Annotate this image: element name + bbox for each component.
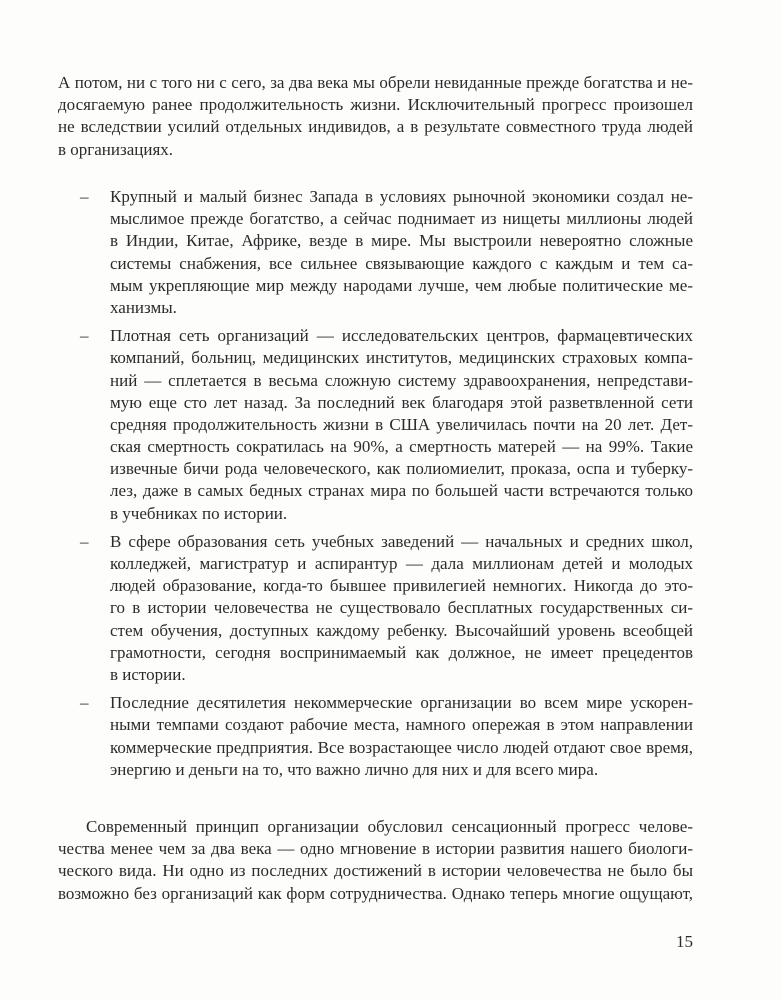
text-line: го в истории человечества не существовало бесплатных государственных си- (110, 598, 693, 618)
text-line: ний — сплетается в весьма сложную систему здравоохранения, непредстави- (110, 370, 693, 390)
bullet-dash-icon: – (80, 531, 89, 551)
text-line: лез, даже в самых бедных странах мира по большей части встречаются только (110, 481, 693, 501)
paragraph-intro (58, 72, 693, 161)
text-line: Крупный и малый бизнес Запада в условиях рыночной экономики создал не- (110, 187, 693, 206)
text-line: досягаемую ранее продолжительность жизни. Исключительный прогресс произошел (58, 95, 693, 115)
text-line: средняя продолжительность жизни в США увеличилась почти на 20 лет. Дет- (110, 414, 693, 434)
bullet-dash-icon: – (80, 326, 89, 346)
text-line: не вследствии усилий отдельных индивидов, а в результате совместного труда людей (58, 117, 693, 137)
text-line: Современный принцип организации обусловил сенсационный прогресс челове- (86, 817, 693, 836)
bullet-dash-icon: – (80, 187, 89, 206)
bullet-list (58, 186, 693, 787)
bullet-dash-icon: – (80, 693, 89, 713)
text-line: колледжей, магистратур и аспирантур — дала миллионам детей и молодых (110, 554, 693, 573)
list-item (58, 692, 693, 781)
text-line: мыслимое прежде богатство, а сейчас поднимает из нищеты миллионы людей (110, 209, 693, 229)
text-line: стем обучения, доступных каждому ребенку. Высочайший уровень всеобщей (110, 620, 693, 640)
text-line: ская смертность сократилась на 90%, а смертность матерей — на 99%. Такие (110, 437, 693, 457)
list-item (58, 531, 693, 686)
text-line: в Индии, Китае, Африке, везде в мире. Мы выстроили невероятно сложные (110, 231, 693, 251)
text-line: в организациях. (58, 139, 174, 159)
text-line: ческого вида. Ни одно из последних достижений в истории человечества не было бы (58, 861, 693, 881)
paragraph-continuation (58, 816, 693, 905)
text-line: В сфере образования сеть учебных заведений — начальных и средних школ, (110, 531, 693, 551)
text-line: мую еще сто лет назад. За последний век благодаря этой разветвленной сети (110, 392, 693, 412)
text-line: Последние десятилетия некоммерческие организации во всем мире ускорен- (110, 693, 693, 713)
text-line: ханизмы. (110, 297, 177, 317)
text-line: извечные бичи рода человеческого, как полиомиелит, проказа, оспа и туберку- (110, 459, 693, 479)
text-line: коммерческие предприятия. Все возрастающее число людей отдают свое время, (110, 737, 693, 757)
text-line: Плотная сеть организаций — исследовательских центров, фармацевтических (110, 326, 693, 346)
list-item (58, 325, 693, 525)
text-line: ными темпами создают рабочие места, намного опережая в этом направлении (110, 715, 693, 735)
text-line: грамотности, сегодня воспринимаемый как должное, не имеет прецедентов (110, 642, 693, 662)
list-item (58, 186, 693, 319)
text-line: людей образование, когда-то бывшее привилегией немногих. Никогда до это- (110, 576, 693, 596)
text-line: А потом, ни с того ни с сего, за два века мы обрели невиданные прежде богатства и не- (58, 73, 693, 92)
text-line: в учебниках по истории. (110, 503, 288, 523)
text-line: возможно без организаций как форм сотрудничества. Однако теперь многие ощущают, (58, 883, 693, 903)
text-line: в истории. (110, 664, 186, 684)
text-line: чества менее чем за два века — одно мгновение в истории развития нашего биологи- (58, 839, 693, 859)
text-line: энергию и деньги на то, что важно лично для них и для всего мира. (110, 759, 599, 779)
page-number: 15 (676, 932, 693, 951)
text-line: мым укрепляющие мир между народами лучше, чем любые политические ме- (110, 275, 693, 295)
text-line: компаний, больниц, медицинских институтов, медицинских страховых компа- (110, 348, 693, 368)
text-line: системы снабжения, все сильнее связывающие каждого с каждым и тем са- (110, 253, 693, 273)
